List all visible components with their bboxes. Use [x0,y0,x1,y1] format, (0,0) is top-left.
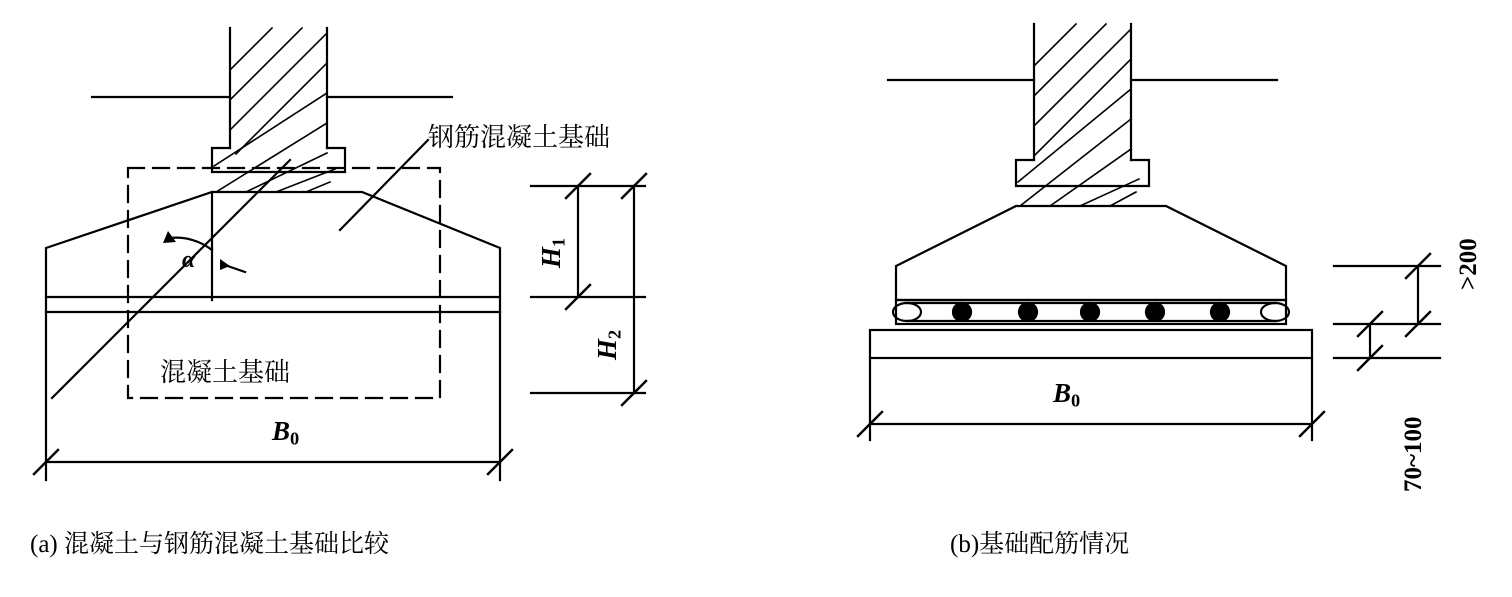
h2-subscript: 2 [604,329,625,339]
rebar-hook-left-b [893,303,921,321]
b0-subscript-b: 0 [1071,390,1081,411]
label-b0-figure-a [272,416,299,450]
column-hatch-b [1018,24,1139,206]
h2-letter: H [592,338,622,360]
b0-subscript-a: 0 [290,428,300,449]
label-gt-200: >200 [1455,238,1482,290]
b0-letter-a: B [272,416,291,446]
h1-subscript: 1 [548,237,569,247]
dim-ticks-b [1358,254,1430,370]
rebar-dots-b [953,303,1229,321]
cushion-layer-b [870,330,1312,358]
label-cover-thickness: 70~100 [1400,416,1427,492]
label-rc-foundation: 钢筋混凝土基础 [428,123,611,152]
label-alpha: α [182,247,196,273]
caption-figure-a: (a) 混凝土与钢筋混凝土基础比较 [30,531,389,558]
label-h1 [536,238,570,268]
rebar-hook-right-b [1261,303,1289,321]
h1-letter: H [536,246,566,268]
label-h2 [592,330,626,360]
column-base-step-b [1016,160,1149,186]
b0-letter-b: B [1053,378,1072,408]
rc-footing-outline-b [896,206,1286,300]
label-concrete-foundation: 混凝土基础 [160,358,291,387]
caption-figure-b: (b)基础配筋情况 [950,531,1130,558]
label-b0-figure-b [1053,378,1080,412]
